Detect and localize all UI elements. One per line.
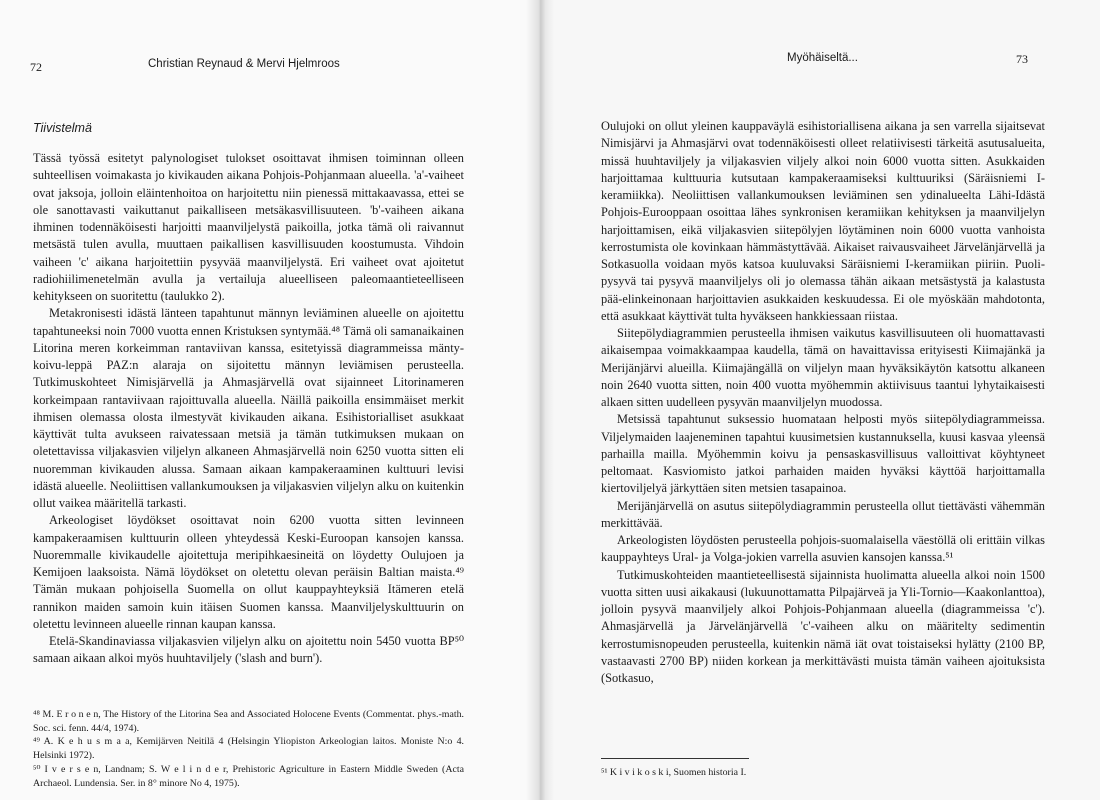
paragraph: Etelä-Skandinaviassa viljakasvien viljelyn alku on ajoitettu noin 5450 vuotta BP⁵⁰ samaan aikaan alkoi myös huuhtaviljely ('slash and burn'). [33, 634, 464, 666]
paragraph: Arkeologiset löydökset osoittavat noin 6200 vuotta sitten levinneen kampakeraamisen kulttuurin olleen yhteydessä Keski-Euroopan kansojen kanssa. Nuoremmalle kivikaudelle ajoitettuja meripihkaesineitä on löydetty Oulujoen ja Kemijoen laaksoista. Nämä löydökset on oletettu olevan peräisin Baltian maista.⁴⁹ Tämän mukaan pohjoisella Suomella on ollut kauppayhteyksiä Itämeren etelä rannikon maiden samoin kuin itäisen Suomen kanssa. Maanviljelyskulttuurin on oletettu levinneen alueelle rinnan kaupan kanssa. [33, 513, 464, 631]
paragraph: Tutkimuskohteiden maantieteellisestä sijainnista huolimatta alueella alkoi noin 1500 vuotta sitten uusi aikakausi (lukuunottamatta Pilpajärveä ja Yli-Tornio—Kaakonlanttoa), jolloin pysyvä maanviljely alkoi Pohjois-Pohjanmaan alueella (diagrammeissa 'c'). Ahmasjärvellä ja Järvelänjärvellä 'c'-vaiheen alku on määritelty sedimentin kerrostumisnopeuden perusteella, kuitenkin nämä iät ovat toistaiseksi hylätty (2100 BP, vastaavasti 2700 BP) niiden korkean ja merkittävästi muista tämän vaiheen ajoituksista (Sotkasuo, [601, 567, 1045, 685]
paragraph: Merijänjärvellä on asutus siitepölydiagrammin perusteella ollut tiettävästi vähemmän merkittävää. [601, 498, 1045, 530]
section-heading: Tiivistelmä [33, 121, 92, 135]
right-page [540, 0, 1100, 800]
paragraph: Tässä työssä esitetyt palynologiset tulokset osoittavat ihmisen toiminnan olleen suhteellisen voimakasta jo kivikauden aikana Pohjois-Pohjanmaan alueella. 'a'-vaiheet ovat jaksoja, jolloin eläintenhoitoa on harjoitettu niin pienessä mittakaavassa, ettei se ole sanottavasti vaikuttanut paikalliseen metsäkasvillisuuteen. 'b'-vaiheen aikana ihminen todennäköisesti harjoitti maanviljelystä paikoilla, jotka tämä oli raivannut metsästä tulen avulla, muuttaen paikallisen kasvillisuuden koostumusta. Vihdoin vaiheen 'c' aikana harjoitettiin pysyvää maanviljelystä. Eri vaiheet ovat ajoitetut radiohiilimenetelmän avulla ja vertailuja alueelliseen paleomaantieteelliseen kehitykseen on suoritettu (taulukko 2). [33, 151, 464, 303]
paragraph: Arkeologisten löydösten perusteella pohjois-suomalaisella väestöllä oli erittäin vilkas kauppayhteys Ural- ja Volga-jokien varrella asuvien kansojen kanssa.⁵¹ [601, 533, 1045, 565]
paragraph: Siitepölydiagrammien perusteella ihmisen vaikutus kasvillisuuteen oli huomattavasti aikaisempaa voimakkaampaa kaudella, tämä on havaittavissa erityisesti Kiimajänkä ja Merijänjärvi alueilla. Kiimajängällä on viljelyn maan hyväksikäytön katsottu alkaneen noin 2640 vuotta sitten, noin 400 vuotta myöhemmin aktiivisuus taantui lyhytaikaisesti alkaen sitten uudelleen pysyvän maanviljelyn muodossa. [601, 326, 1045, 409]
paragraph: Metakronisesti idästä länteen tapahtunut männyn leviäminen alueelle on ajoitettu tapahtuneeksi noin 7000 vuotta ennen Kristuksen syntymää.⁴⁸ Tämä oli samanaikainen Litorina meren korkeimman rantaviivan kanssa, esitetyissä diagrammeissa mänty-koivu-leppä PAZ:n alaraja on sijoitettu männyn leviämisen perusteella. Tutkimuskohteet Nimisjärvellä ja Ahmasjärvellä ovat sijainneet Litorinameren korkeimpaan rantaviivaan rajoittuvalla alueella. Näillä paikoilla ensimmäiset merkit ihmisen olemassa olosta ilmestyvät kivikauden aikana. Esihistorialliset asukkaat käyttivät tulta avukseen raivatessaan metsiä ja tämän tutkimuksen mukaan on oletettavissa viljakasvien viljelyn alkaneen Ahmasjärvellä noin 6250 vuotta sitten eli nuoremman kivikauden alussa. Samaan aikaan kampakeraaminen kulttuuri levisi idästä alueelle. Neoliittisen vallankumouksen ja viljakasvien viljelyn alku on kuitenkin ollut vaikea määritellä tarkasti. [33, 306, 464, 510]
left-running-head: Christian Reynaud & Mervi Hjelmroos [148, 58, 340, 70]
left-footnotes [33, 708, 464, 790]
footnote: ⁴⁹ A. K e h u s m a a, Kemijärven Neitilä 4 (Helsingin Yliopiston Arkeologian laitos. Moniste N:o 4. Helsinki 1972). [33, 736, 464, 762]
right-page-number: 73 [1016, 52, 1028, 66]
paragraph: Metsissä tapahtunut suksessio huomataan helposti myös siitepölydiagrammeissa. Viljelymaiden laajeneminen tapahtui kuusimetsien kustannuksella, kuusi kasvaa yleensä parhailla mailla. Myöhemmin koivu ja pensaskasvillisuus valloittivat köyhtyneet peltomaat. Kasviomisto jatkoi parhaiden maiden hyväksi käyttöä harjoittamalla kiertoviljelyä järkyttäen siten metsien tasapainoa. [601, 412, 1045, 496]
left-page [0, 0, 540, 800]
footnote-rule [601, 758, 749, 759]
footnote: ⁵¹ K i v i k o s k i, Suomen historia I. [601, 767, 747, 778]
paragraph: Oulujoki on ollut yleinen kauppaväylä esihistoriallisena aikana ja sen varrella sijaitsevat Nimisjärvi ja Ahmasjärvi ovat todennäköisesti olleet relatiivisesti tärkeitä asutusalueita, missä huuhtaviljely ja viljakasvien viljely alkoi noin 6000 vuotta sitten. Asukkaiden harjoittamaa kulttuuria kutsutaan kampakeraamiseksi kulttuuriksi (Säräisniemi I-keramiikka). Neoliittisen vallankumouksen leviäminen sen ydinalueelta Lähi-Idästä Pohjois-Eurooppaan osoittaa lähes synkronisen keramiikan kehityksen ja maanviljelyn harjoittamisen, eikä viljakasvien siitepölyjen löytäminen noin 6000 vuotta vanhoista kerrostumista ole kovinkaan hämmästyttävää. Aikaiset raivausvaiheet Järvelänjärvellä ja Sotkasuolla voidaan myös katsoa kuuluvaksi Säräisniemi I-keramiikan piiriin. Puoli-pysyvä tai pysyvä maanviljelys oli jo olemassa tähän aikaan metsästystä ja kalastusta pää-elinkeinonaan harjoittavien asukkaiden keskuudessa. Ei ole myöskään mahdotonta, että asukkaat käyttivät tulta hyväkseen hankkiessaan riistaa. [601, 119, 1045, 323]
footnote: ⁵⁰ I v e r s e n, Landnam; S. W e l i n d e r, Prehistoric Agriculture in Eastern Middle Sweden (Acta Archaeol. Lundensia. Ser. in 8° minore No 4, 1975). [33, 763, 464, 789]
right-footnotes [601, 766, 1045, 780]
right-page-body [601, 118, 1045, 687]
right-running-head: Myöhäiseltä... [787, 52, 858, 64]
left-page-number: 72 [30, 60, 42, 74]
footnote: ⁴⁸ M. E r o n e n, The History of the Litorina Sea and Associated Holocene Events (Commentat. phys.-math. Soc. sci. fenn. 44/4, 1974). [33, 709, 464, 734]
left-page-body [33, 121, 464, 668]
